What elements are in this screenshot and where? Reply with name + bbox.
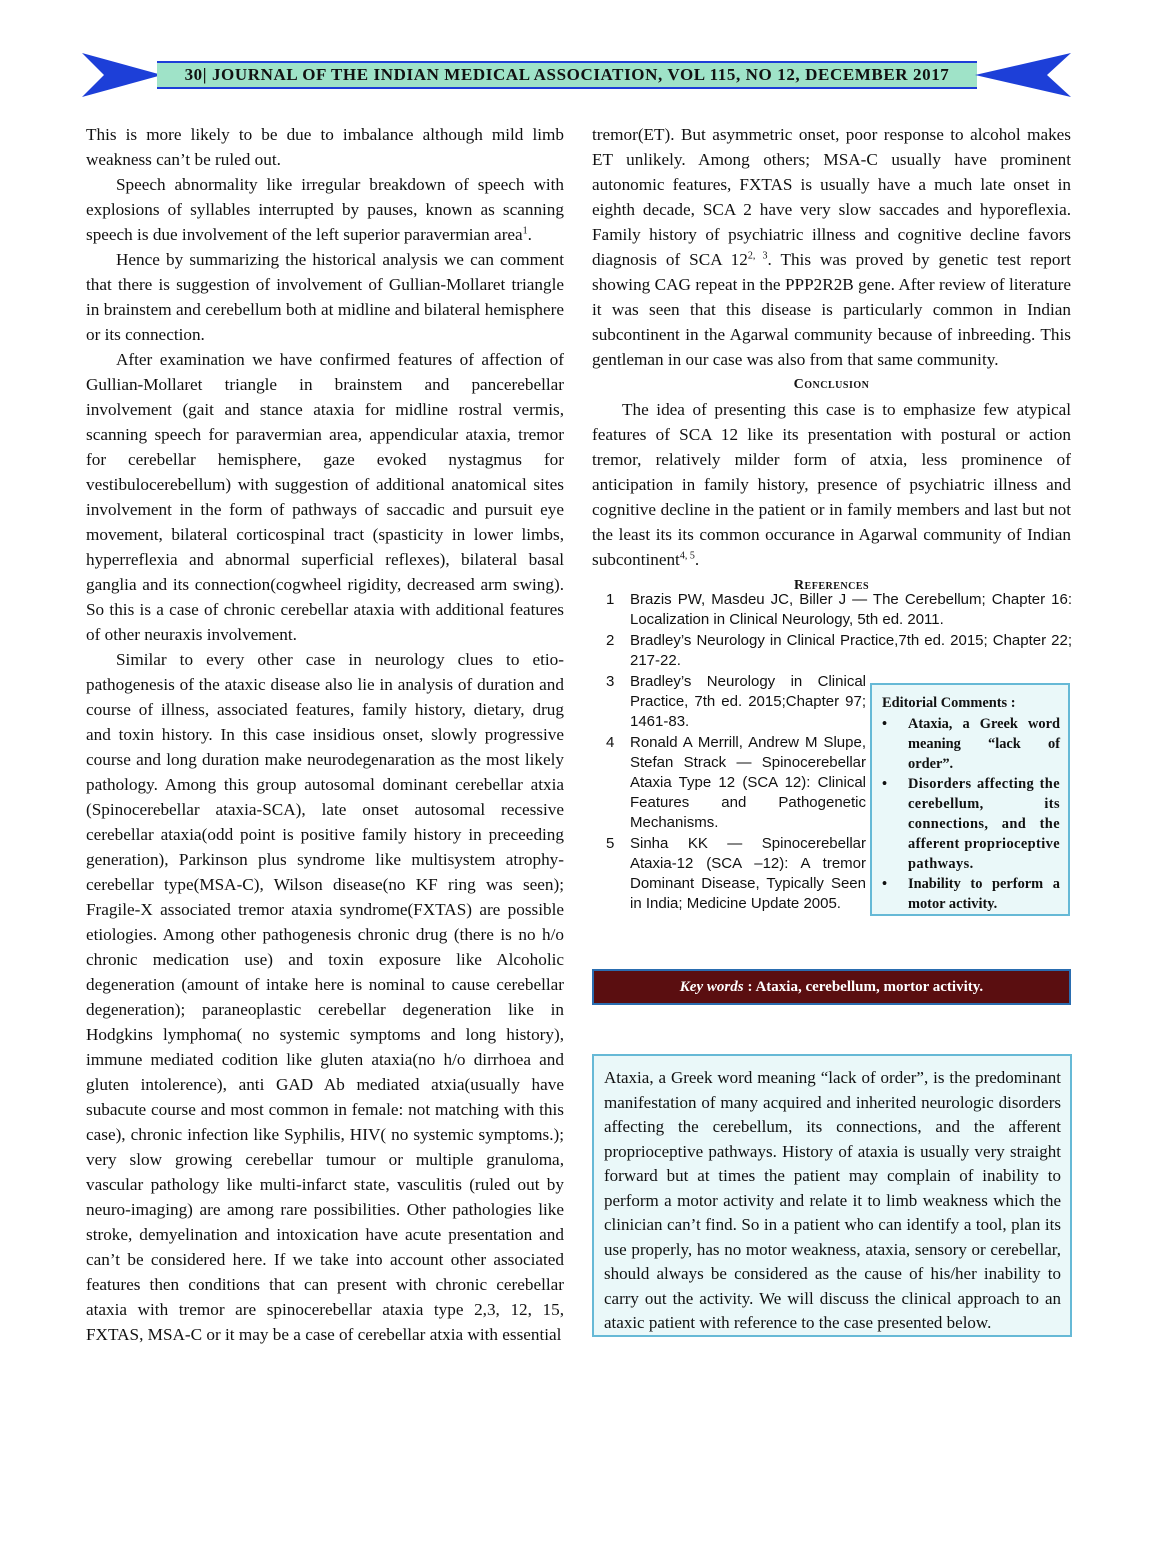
editorial-comments-title: Editorial Comments : <box>882 695 1016 711</box>
right-column <box>592 122 1071 598</box>
paragraph: After examination we have confirmed features of affection of Gullian-Mollaret triangle in brainstem and pancerebellar involvement (gait and stance ataxia for midline rostral vermis, scanning speech for paravermian area, appendicular ataxia, tremor for cerebellar hemisphere, gaze evoked nystagmus for vestibulocerebellum) with suggestion of additional anatomical sites involvement in the form of pathways of saccadic and pursuit eye movement, bilateral corticospinal tract (spasticity in lower limbs, hyperreflexia and abnormal superficial reflexes), bilateral basal ganglia and its connection(cogwheel rigidity, decreased arm swing). So this is a case of chronic cerebellar ataxia with additional features of other neuraxis involvement. <box>86 350 564 644</box>
reference-text: Bradley’s Neurology in Clinical Practice, 7th ed. 2015;Chapter 97; 1461-83. <box>630 673 866 730</box>
citation-superscript: 2, 3 <box>747 250 768 262</box>
conclusion-heading: Conclusion <box>793 377 870 392</box>
citation-superscript: 1 <box>522 225 528 237</box>
header-arrow-right-icon <box>975 53 1071 97</box>
editorial-bullet-item <box>882 874 1060 914</box>
paragraph-text: The idea of presenting this case is to emphasize few atypical features of SCA 12 like its presentation with postural or action tremor, relatively milder form of atxia, less prominence of anticipation in family history, presence of psychiatric illness and cognitive decline in the patient or in family members and last but not the least its its common occurance in Agarwal community of Indian subcontinent <box>592 400 1071 569</box>
keywords-label: Key words <box>679 978 744 995</box>
editorial-bullet-text: Ataxia, a Greek word meaning “lack of order”. <box>908 716 1060 772</box>
editorial-bullet-item <box>882 774 1060 874</box>
reference-number: 4 <box>606 734 615 751</box>
reference-text: Brazis PW, Masdeu JC, Biller J — The Cerebellum; Chapter 16: Localization in Clinical Neurology, 5th ed. 2011. <box>630 591 1072 628</box>
editorial-bullet-text: Inability to perform a motor activity. <box>908 876 1060 912</box>
bullet-icon: • <box>882 776 888 792</box>
reference-number: 5 <box>606 835 615 852</box>
left-column <box>86 122 564 1347</box>
paragraph <box>86 172 564 247</box>
reference-text: Bradley’s Neurology in Clinical Practice,7th ed. 2015; Chapter 22; 217-22. <box>630 632 1072 669</box>
paragraph: Similar to every other case in neurology clues to etio-pathogenesis of the ataxic disease also lie in analysis of duration and course of illness, associated features, family history, dietary, drug and toxin history. In this case insidious onset, slowly progressive course and long duration make neurodegenaration as the most likely pathology. Among this group autosomal dominant cerebellar atxia (Spinocerebellar ataxia-SCA), late onset autosomal recessive cerebellar ataxia(odd point is positive family history in preceeding generation), Parkinson plus syndrome like multisystem atrophy-cerebellar type(MSA-C), Wilson disease(no KF ring was seen); Fragile-X associated tremor ataxia syndrome(FXTAS) are possible etiologies. Among other pathogenesis chronic drug (there is no h/o chronic medication use) and toxin exposure like Alcoholic degeneration (amount of intake here is nominal to cause cerebellar degeneration); paraneoplastic cerebellar degeneration like in Hodgkins lymphoma( no systemic symptoms and long history), immune mediated codition like gluten ataxia(no h/o dirrhoea and gluten intolerence), anti GAD Ab mediated atxia(usually have subacute course and most common in female: not matching with this case), chronic infection like Syphilis, HIV( no systemic symptoms.); very slow growing cerebellar tumour or multiple granuloma, vascular pathology like multi-infarct state, vasculitis (ruled out by neuro-imaging) are among rare possibilities. Other pathologies like stroke, demyelination and intoxication have acute presentation and can’t be considered here. If we take into account other associated features then conditions that can present with chronic cerebellar ataxia with tremor are spinocerebellar ataxia type 2,3, 12, 15, FXTAS, MSA-C or it may be a case of cerebellar atxia with essential <box>86 650 564 1344</box>
references-heading: References <box>793 578 870 593</box>
reference-text: Sinha KK — Spinocerebellar Ataxia-12 (SCA –12): A tremor Dominant Disease, Typically Seen in India; Medicine Update 2005. <box>630 835 866 912</box>
reference-number: 2 <box>606 632 615 649</box>
header-arrow-left-icon <box>82 53 162 97</box>
paragraph-text: Speech abnormality like irregular breakdown of speech with explosions of syllables interrupted by pauses, known as scanning speech is due involvement of the left superior paravermian area <box>86 175 564 244</box>
bullet-icon: • <box>882 876 888 892</box>
paragraph <box>592 122 1071 372</box>
paragraph-text: . This was proved by genetic test report showing CAG repeat in the PPP2R2B gene. After review of literature it was seen that this disease is particularly common in Indian subcontinent in the Agarwal community because of inbreeding. This gentleman in our case was also from that same community. <box>592 250 1071 369</box>
reference-text: Ronald A Merrill, Andrew M Slupe, Stefan Strack — Spinocerebellar Ataxia Type 12 (SCA 12): Clinical Features and Pathogenetic Mechanisms. <box>630 734 866 831</box>
abstract-box <box>592 1054 1072 1337</box>
paragraph: This is more likely to be due to imbalance although mild limb weakness can’t be ruled out. <box>86 125 564 169</box>
paragraph-end: . <box>527 225 532 244</box>
paragraph-end: . <box>694 550 700 569</box>
reference-item <box>606 631 1072 671</box>
reference-item <box>606 590 1072 630</box>
reference-number: 3 <box>606 673 615 690</box>
abstract-text: Ataxia, a Greek word meaning “lack of order”, is the predominant manifestation of many acquired and inherited neurologic disorders affecting the cerebellum, its connections, and the afferent proprioceptive pathways. History of ataxia is usually very straight forward but at times the patient may complain of inability to perform a motor activity and relate it to limb weakness which the clinician can’t find. So in a patient who can identify a tool, plan its use properly, has no motor weakness, ataxia, sensory or cerebellar, should always be considered as the cause of his/her inability to carry out the activity. We will discuss the clinical approach to an ataxic patient with reference to the case presented below. <box>604 1068 1061 1332</box>
keywords-text: : Ataxia, cerebellum, mortor activity. <box>747 978 984 995</box>
conclusion-paragraph <box>592 397 1071 572</box>
paragraph-text: tremor(ET). But asymmetric onset, poor response to alcohol makes ET unlikely. Among others; MSA-C usually have prominent autonomic features, FXTAS is usually have a much late onset in eighth decade, SCA 2 have very slow saccades and hyporeflexia. Family history of psychiatric illness and cognitive decline favors diagnosis of SCA 12 <box>592 125 1071 269</box>
paragraph: Hence by summarizing the historical analysis we can comment that there is suggestion of involvement of Gullian-Mollaret triangle in brainstem and cerebellum both at midline and bilateral hemisphere or its connection. <box>86 250 564 344</box>
editorial-bullet-text: Disorders affecting the cerebellum, its connections, and the afferent proprioceptive pathways. <box>908 776 1060 872</box>
citation-superscript: 4, 5 <box>679 550 695 562</box>
editorial-bullet-item <box>882 714 1060 774</box>
journal-header-text: 30| JOURNAL OF THE INDIAN MEDICAL ASSOCIATION, VOL 115, NO 12, DECEMBER 2017 <box>184 65 950 84</box>
keywords-bar <box>592 969 1071 1005</box>
reference-number: 1 <box>606 591 615 608</box>
journal-header <box>157 61 977 89</box>
bullet-icon: • <box>882 716 888 732</box>
editorial-comments-box <box>870 683 1070 916</box>
